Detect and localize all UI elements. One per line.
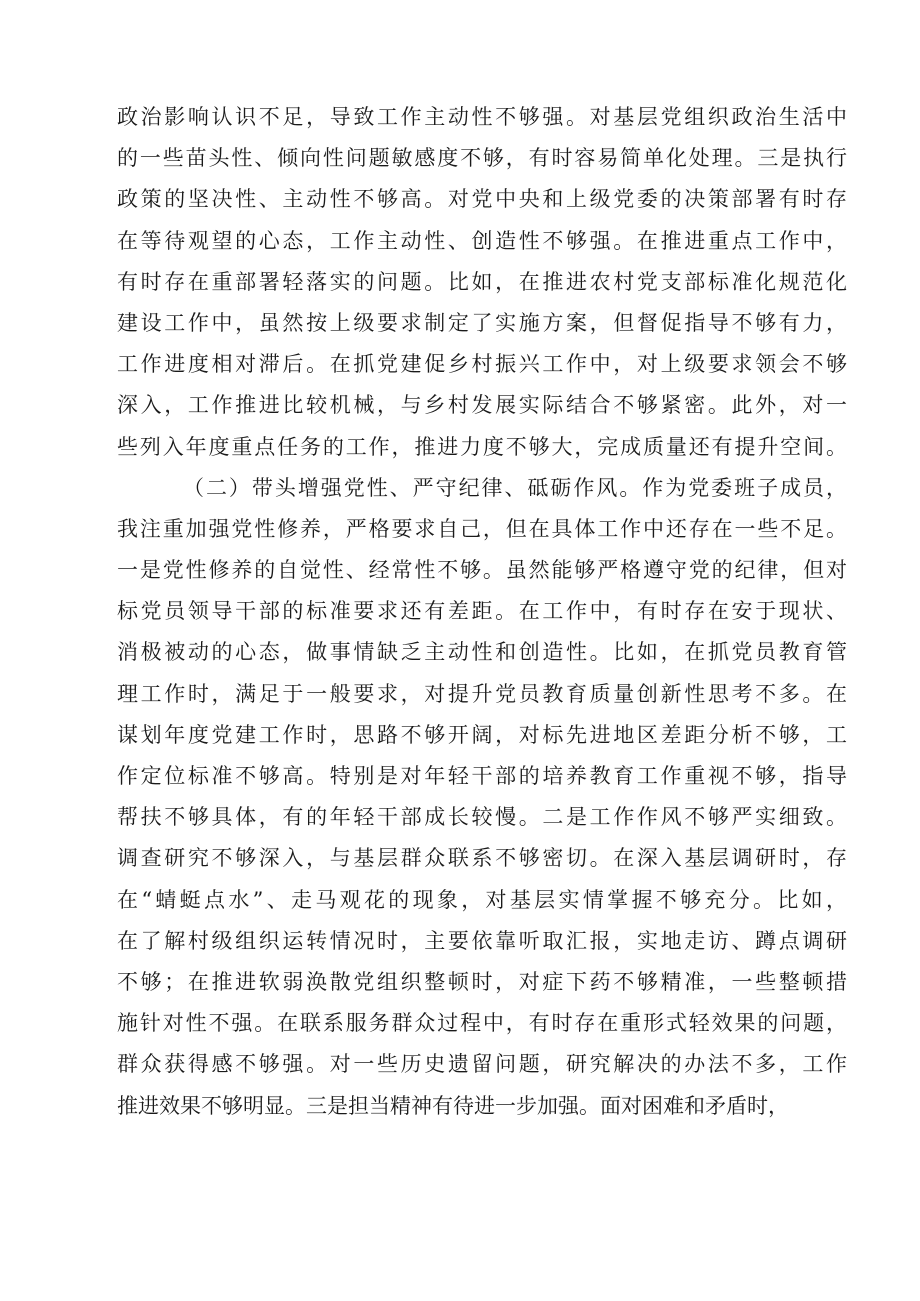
body-text	[117, 97, 847, 1127]
text-line: 有时存在重部署轻落实的问题。比如，在推进农村党支部标准化规范化	[117, 269, 847, 294]
text-line: 在了解村级组织运转情况时，主要依靠听取汇报，实地走访、蹲点调研	[117, 928, 847, 953]
text-line: 在等待观望的心态，工作主动性、创造性不够强。在推进重点工作中，	[117, 228, 847, 253]
text-line: 帮扶不够具体，有的年轻干部成长较慢。二是工作作风不够严实细致。	[117, 805, 847, 830]
text-line: 群众获得感不够强。对一些历史遗留问题，研究解决的办法不多，工作	[117, 1052, 847, 1077]
text-line: 调查研究不够深入，与基层群众联系不够密切。在深入基层调研时，存	[117, 846, 847, 871]
text-line: 理工作时，满足于一般要求，对提升党员教育质量创新性思考不多。在	[117, 681, 847, 706]
text-line: 标党员领导干部的标准要求还有差距。在工作中，有时存在安于现状、	[117, 599, 847, 624]
text-line: 建设工作中，虽然按上级要求制定了实施方案，但督促指导不够有力，	[117, 310, 847, 335]
text-line: 政策的坚决性、主动性不够高。对党中央和上级党委的决策部署有时存	[117, 187, 847, 212]
text-line: 工作进度相对滞后。在抓党建促乡村振兴工作中，对上级要求领会不够	[117, 352, 847, 377]
text-line: 我注重加强党性修养，严格要求自己，但在具体工作中还存在一些不足。	[117, 516, 847, 541]
text-line: 不够；在推进软弱涣散党组织整顿时，对症下药不够精准，一些整顿措	[117, 969, 847, 994]
text-line: 谋划年度党建工作时，思路不够开阔，对标先进地区差距分析不够，工	[117, 722, 847, 747]
text-line: 深入，工作推进比较机械，与乡村发展实际结合不够紧密。此外，对一	[117, 393, 847, 418]
text-line: 的一些苗头性、倾向性问题敏感度不够，有时容易简单化处理。三是执行	[117, 146, 847, 171]
text-line: 政治影响认识不足，导致工作主动性不够强。对基层党组织政治生活中	[117, 105, 847, 129]
section-heading-line: （二）带头增强党性、严守纪律、砥砺作风。作为党委班子成员，	[183, 475, 847, 500]
text-line: 施针对性不强。在联系服务群众过程中，有时存在重形式轻效果的问题，	[117, 1011, 847, 1036]
text-line: 在“蜻蜓点水”、走马观花的现象，对基层实情掌握不够充分。比如，	[117, 887, 847, 912]
text-line: 消极被动的心态，做事情缺乏主动性和创造性。比如，在抓党员教育管	[117, 640, 847, 665]
text-line: 推进效果不够明显。三是担当精神有待进一步加强。面对困难和矛盾时，	[117, 1093, 789, 1118]
text-line: 些列入年度重点任务的工作，推进力度不够大，完成质量还有提升空间。	[117, 434, 847, 459]
text-line: 作定位标准不够高。特别是对年轻干部的培养教育工作重视不够，指导	[117, 764, 847, 788]
text-line: 一是党性修养的自觉性、经常性不够。虽然能够严格遵守党的纪律，但对	[117, 558, 847, 583]
